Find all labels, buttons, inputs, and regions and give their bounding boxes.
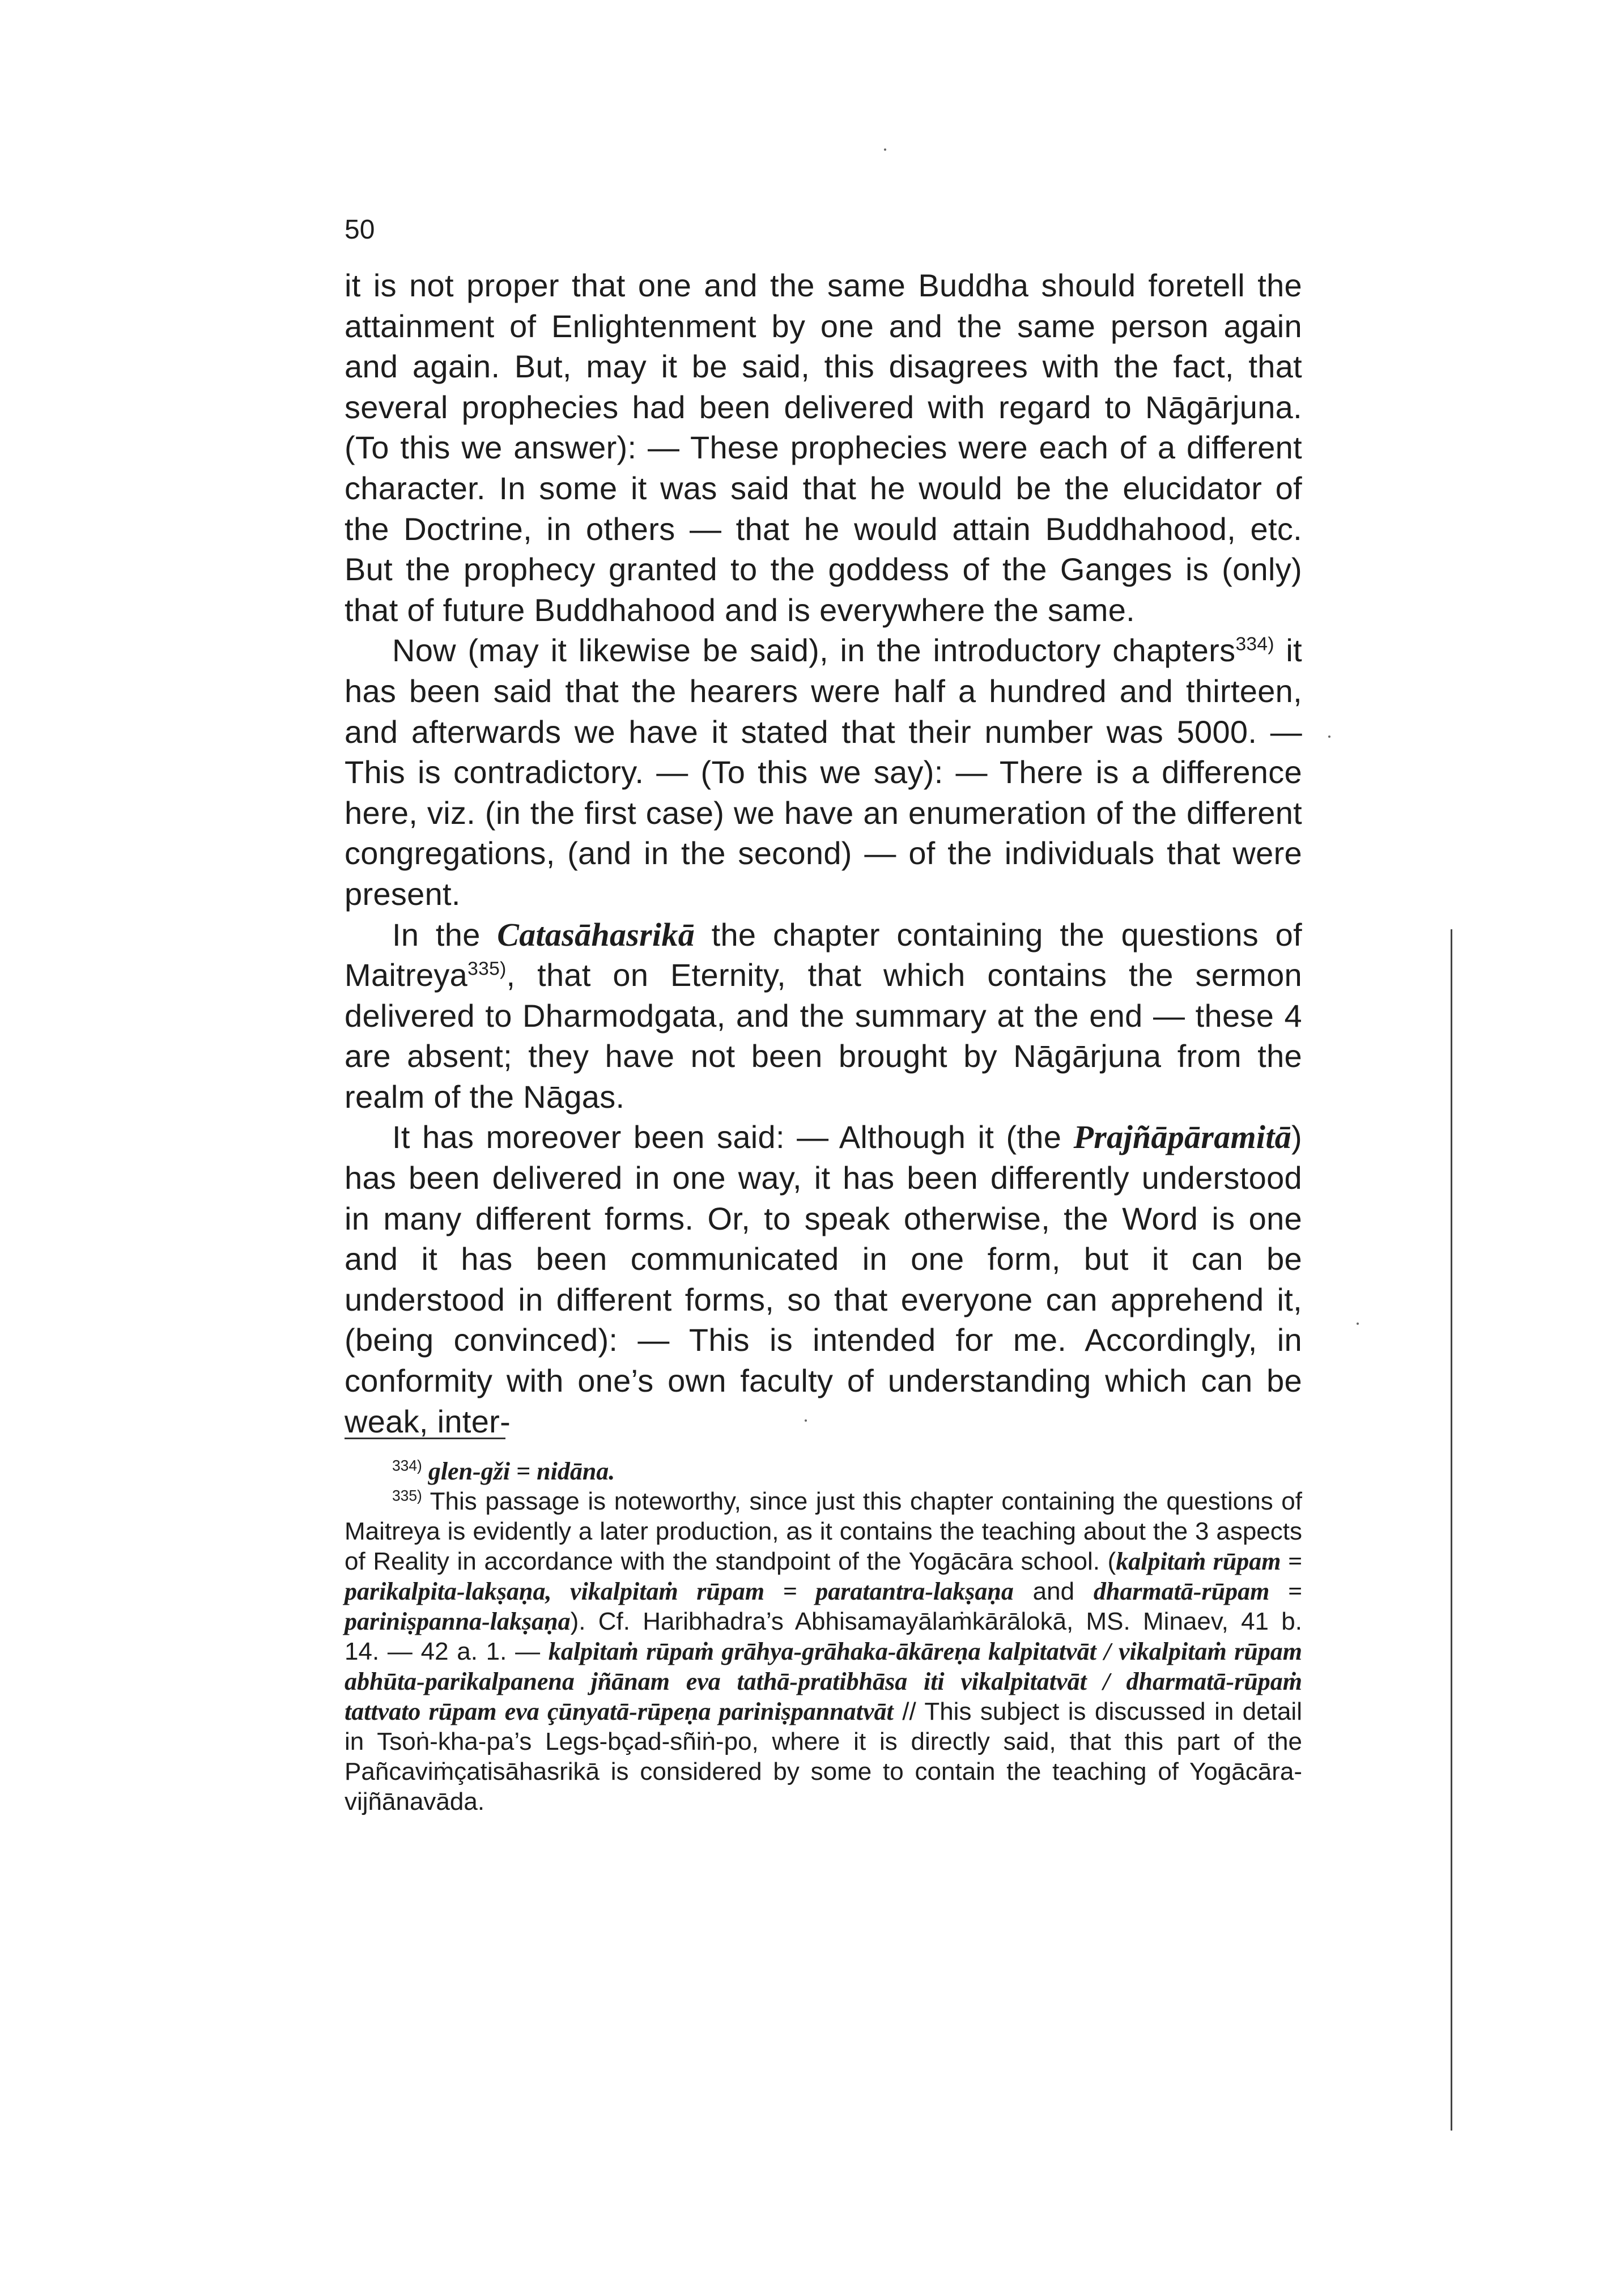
scan-margin-line <box>1451 929 1452 2131</box>
paragraph-3 <box>345 915 1302 1117</box>
work-title-catasahasrika: Catasāhasrikā <box>497 916 695 953</box>
footnote-335-number: 335) <box>392 1487 422 1504</box>
footnotes <box>345 1456 1302 1817</box>
main-text <box>345 265 1302 1442</box>
scan-speck <box>884 148 886 151</box>
footnote-335-text-1: This passage is noteworthy, since just this chapter containing the questions of Maitreya is evidently a later production, as it contains the teaching about the 3 aspects of Reality in accordance with the standpoint of the Yogācāra school. ( <box>345 1487 1302 1575</box>
footnote-335-italic-2: dharmatā-rūpam = pariniṣpanna-lakṣaṇa <box>345 1578 1302 1635</box>
footnote-ref-334: 334) <box>1235 633 1274 655</box>
scan-speck <box>1328 735 1330 738</box>
page-number: 50 <box>345 215 375 245</box>
paragraph-3-text-c: , that on Eternity, that which contains the sermon delivered to Dharmodgata, and the summary at the end — these 4 are absent; they have not been brought by Nāgārjuna from the realm of the Nāgas. <box>345 957 1302 1115</box>
paragraph-4-text-a: It has moreover been said: — Although it (the <box>392 1119 1074 1155</box>
footnote-335 <box>345 1486 1302 1817</box>
footnote-335-text-3: ). Cf. Haribhadra’s Abhisamayālaṁkārālokā, MS. Minaev, 41 b. 14. — 42 a. 1. — <box>345 1608 1302 1665</box>
paragraph-4-text-b: ) has been delivered in one way, it has been differently understood in many different forms. Or, to speak otherwise, the Word is one and it has been communicated in one form, but it can be understood in different forms, so that everyone can apprehend it, (being convinced): — This is intended for me. Accordingly, in conformity with one’s own faculty of understanding which can be weak, inter- <box>345 1119 1302 1439</box>
footnote-335-text-4: // This subject is discussed in detail in Tsoṅ-kha-pa’s Legs-bçad-sñiṅ-po, where it is directly said, that this part of the Pañcaviṁçatisāhasrikā is considered by some to contain the teaching of Yogācāra-vijñānavāda. <box>345 1698 1302 1815</box>
paragraph-3-text-b: the chapter containing the questions of Maitreya <box>345 916 1302 993</box>
scan-speck <box>1357 1323 1359 1325</box>
footnote-335-italic-3: kalpitaṁ rūpaṁ grāhya-grāhaka-ākāreṇa kalpitatvāt / vikalpitaṁ rūpam abhūta-parikalpanena jñānam eva tathā-pratibhāsa iti vikalpitatvāt / dharmatā-rūpaṁ tattvato rūpam eva çūnyatā-rūpeṇa pariniṣpannatvāt <box>345 1638 1302 1725</box>
paragraph-2-text-b: it has been said that the hearers were half a hundred and thirteen, and afterwards we have it stated that their number was 5000. — This is contradictory. — (To this we say): — There is a difference here, viz. (in the first case) we have an enumeration of the different congregations, (and in the second) — of the individuals that were present. <box>345 632 1302 912</box>
footnote-335-italic-1: kalpitaṁ rūpam = parikalpita-lakṣaṇa, vikalpitaṁ rūpam = paratantra-lakṣaṇa <box>345 1547 1302 1605</box>
footnote-ref-335: 335) <box>467 958 507 980</box>
footnote-334-text: glen-gži = nidāna. <box>422 1457 615 1485</box>
scan-speck <box>805 1419 807 1422</box>
work-title-prajnaparamita: Prajñāpāramitā <box>1073 1119 1292 1156</box>
footnote-divider <box>345 1438 505 1439</box>
paragraph-4 <box>345 1117 1302 1442</box>
paragraph-1: it is not proper that one and the same Buddha should foretell the attainment of Enlightenment by one and the same person again and again. But, may it be said, this disagrees with the fact, that several prophecies had been delivered with regard to Nāgārjuna. (To this we answer): — These prophecies were each of a different character. In some it was said that he would be the elucidator of the Doctrine, in others — that he would attain Buddhahood, etc. But the prophecy granted to the goddess of the Ganges is (only) that of future Buddhahood and is everywhere the same. <box>345 267 1302 628</box>
paragraph-2 <box>345 630 1302 914</box>
footnote-334 <box>345 1456 1302 1486</box>
footnote-334-number: 334) <box>392 1457 422 1474</box>
paragraph-2-text-a: Now (may it likewise be said), in the introductory chapters <box>392 632 1236 669</box>
paragraph-3-text-a: In the <box>392 916 498 953</box>
footnote-335-text-2: and <box>1013 1578 1094 1605</box>
